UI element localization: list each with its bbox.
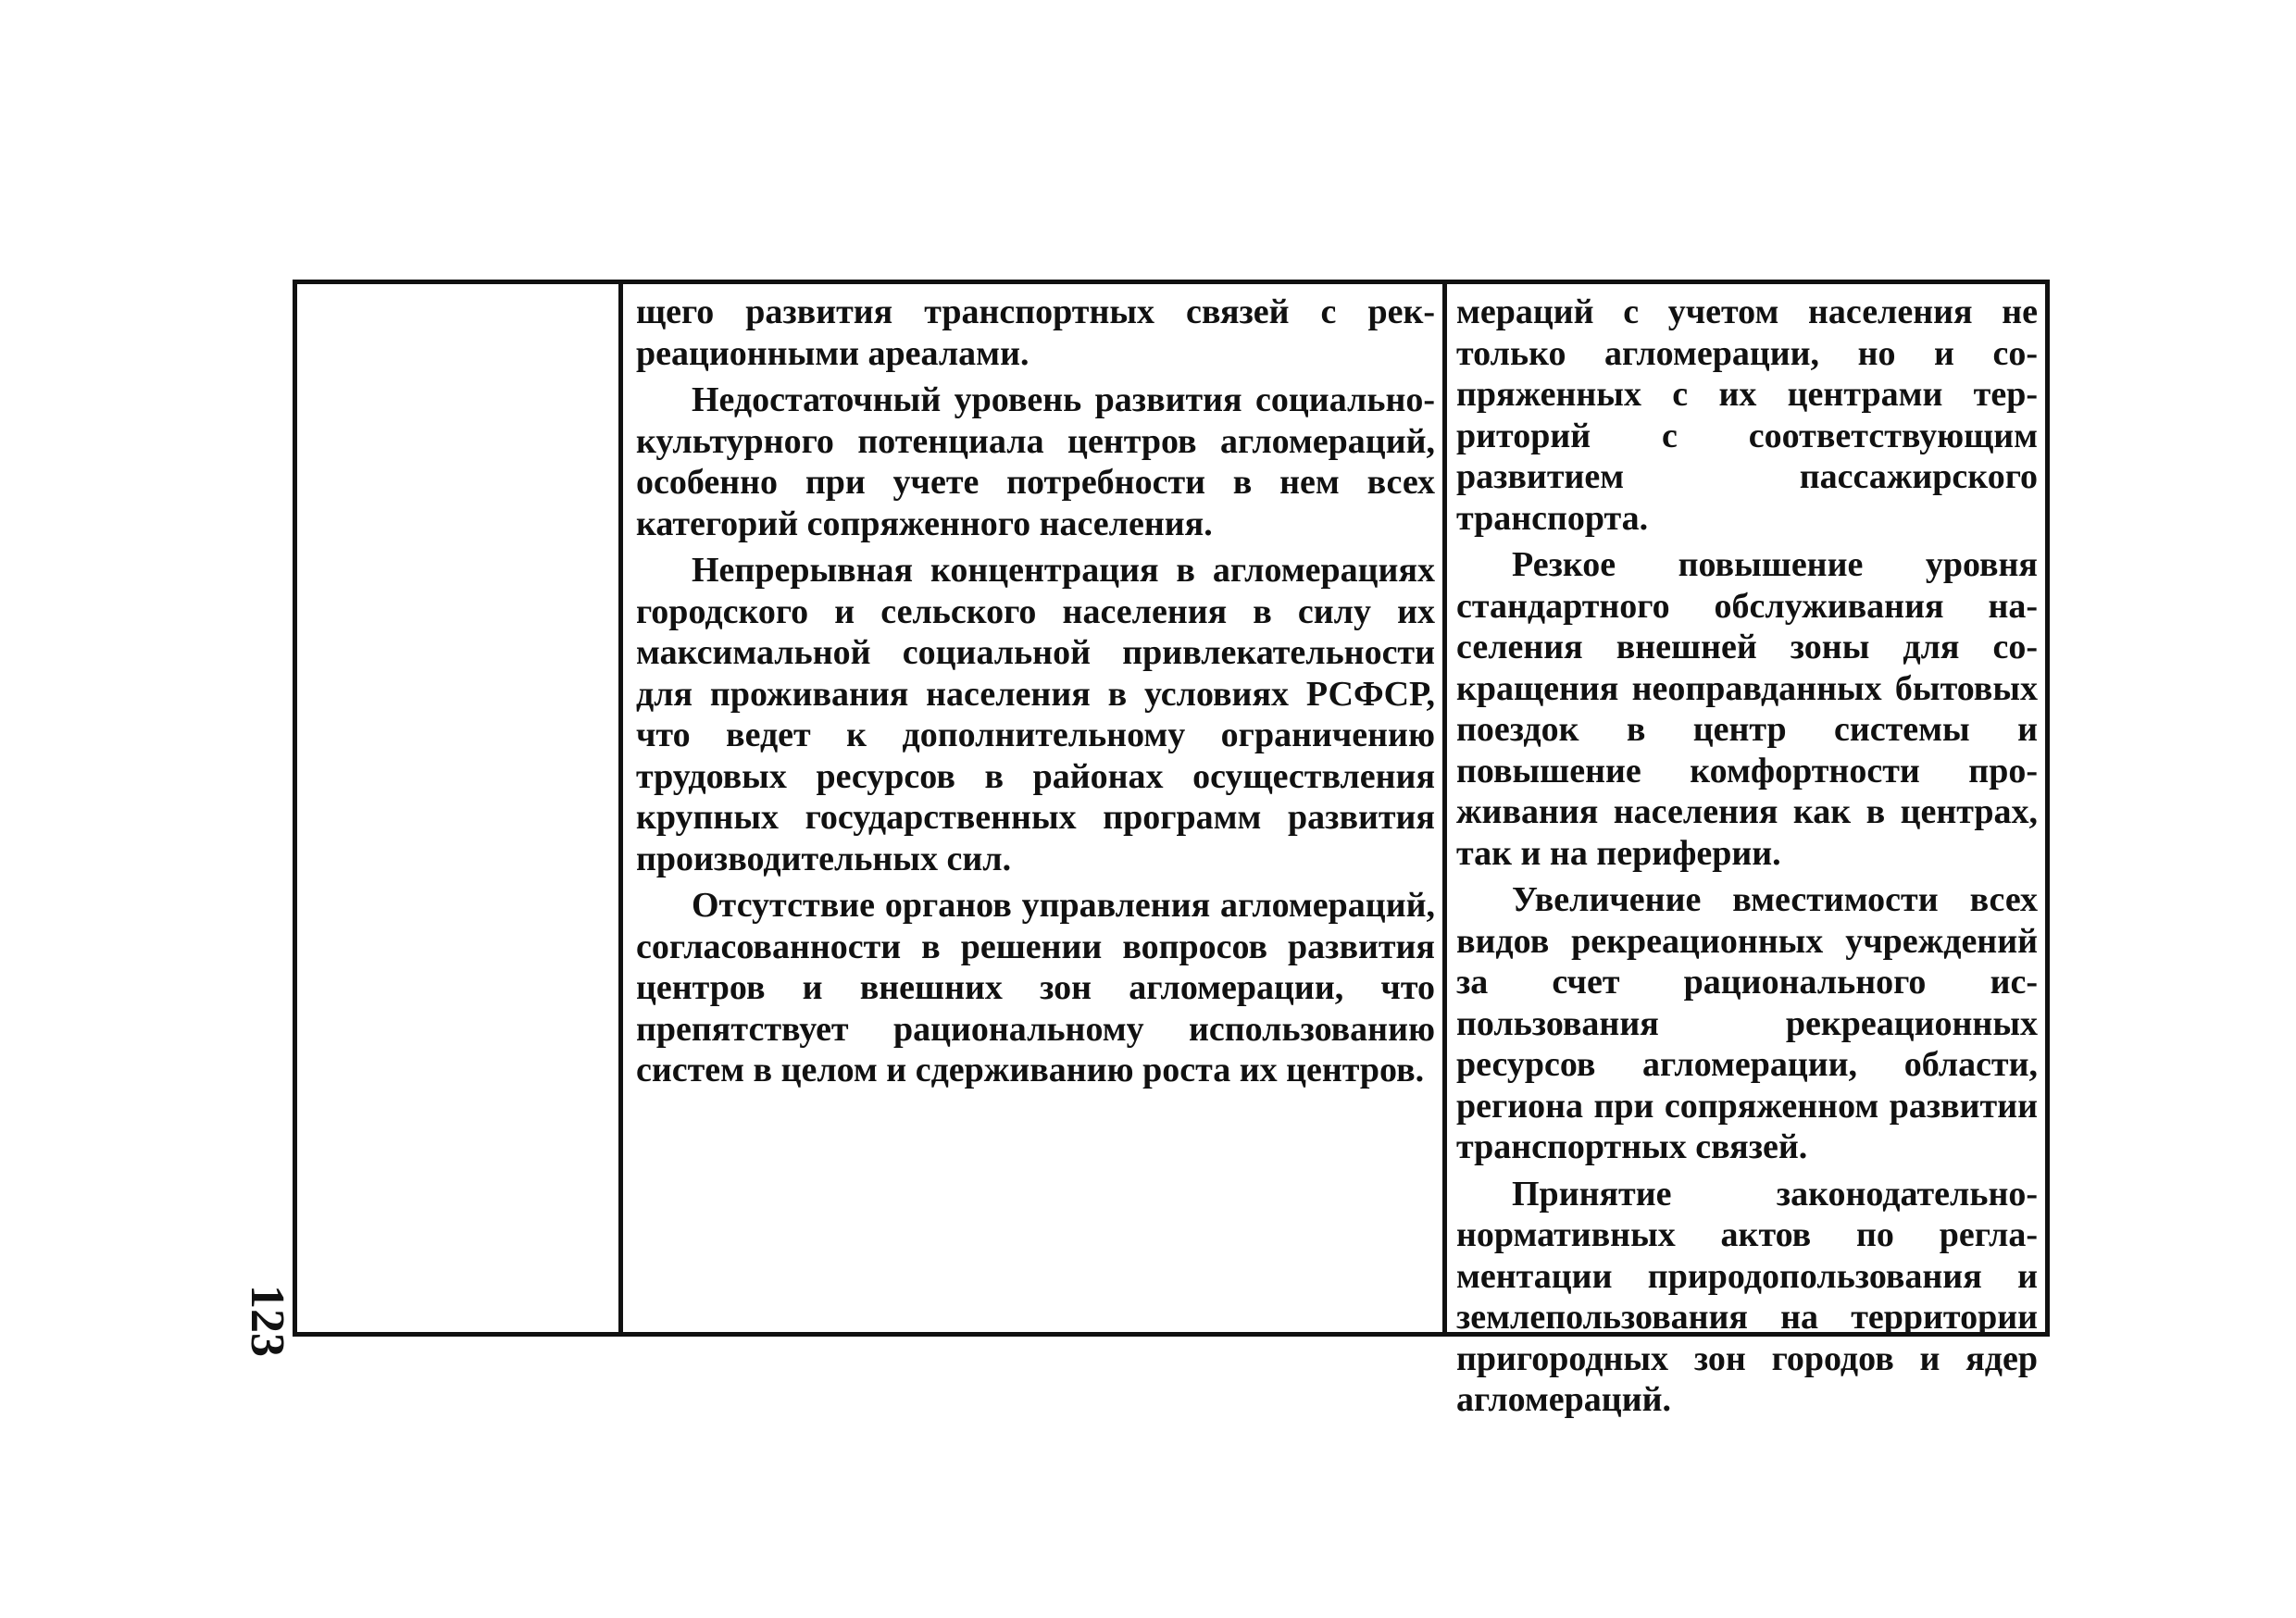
table-column-empty <box>297 284 623 1332</box>
middle-paragraph-4: Отсутствие органов управления агломераций, согласованности в решении вопросов развития центров и внешних зон агломерации, что препятствует рациональному использованию систем в целом и сдерживанию роста их центров. <box>636 886 1435 1089</box>
right-paragraph-1: мераций с учетом населения не только агломерации, но и сопряженных с их центрами территорий с соответствующим развитием пассажирского транспорта. <box>1456 292 2038 538</box>
middle-paragraph-2: Недостаточный уровень развития социально-культурного потенциала центров агломераций, особенно при учете потребности в нем всех категорий сопряженного населения. <box>636 380 1435 543</box>
right-paragraph-4: Принятие законодательно-нормативных актов по регламентации природопользования и землепользования на территории пригородных зон городов и ядер агломераций. <box>1456 1174 2038 1419</box>
table-column-middle <box>623 284 1447 1332</box>
right-paragraph-3: Увеличение вместимости всех видов рекреационных учреждений за счет рационального использования рекреационных ресурсов агломерации, области, региона при сопряженном развитии транспортных связей. <box>1456 880 2038 1166</box>
table-column-right <box>1447 284 2045 1419</box>
middle-paragraph-3: Непрерывная концентрация в агломерациях городского и сельского населения в силу их максимальной социальной привлекательности для проживания населения в условиях РСФСР, что ведет к дополнительному ограничению трудовых ресурсов в районах осуществления крупных государственных программ развития производительных сил. <box>636 551 1435 878</box>
page-number: 123 <box>241 1285 293 1357</box>
document-table <box>293 280 2050 1419</box>
right-paragraph-2: Резкое повышение уровня стандартного обслуживания населения внешней зоны для сокращения неоправданных бытовых поездок в центр системы и повышение комфортности проживания населения как в центрах, так и на периферии. <box>1456 545 2038 873</box>
middle-paragraph-1: щего развития транспортных связей с рекреационными ареалами. <box>636 292 1435 373</box>
